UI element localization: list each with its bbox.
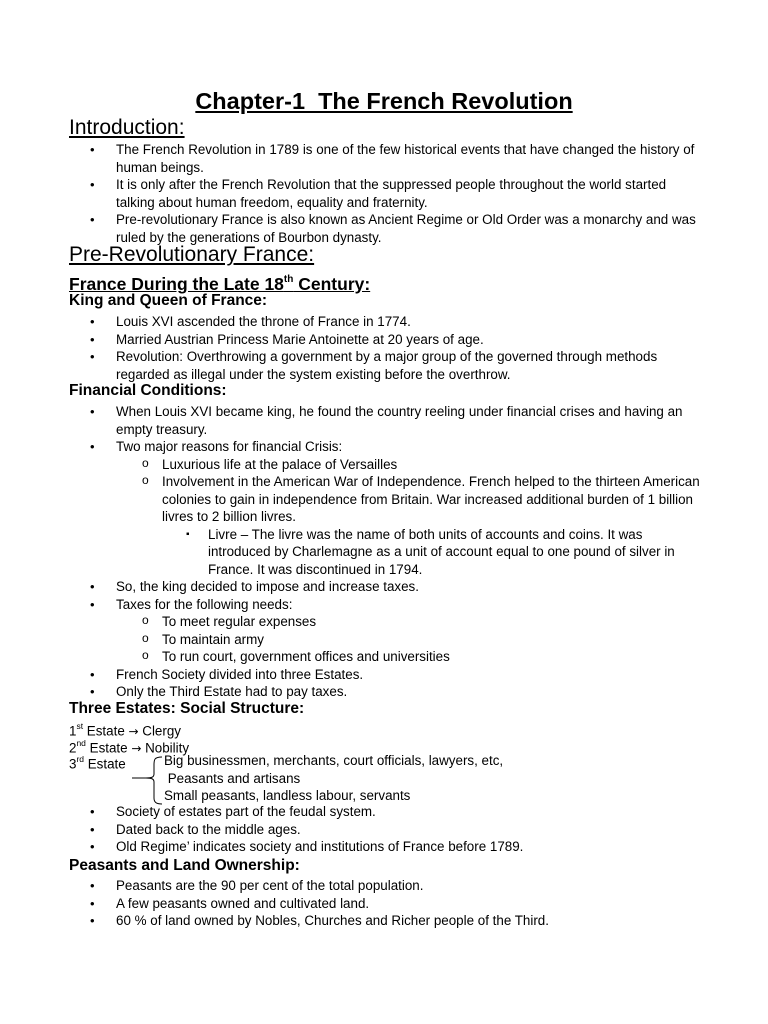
peasants-land-list	[88, 877, 700, 930]
financial-conditions-heading: Financial Conditions:	[69, 382, 227, 399]
first-estate-line: 1st Estate → Clergy	[69, 721, 181, 739]
curly-brace-icon	[132, 756, 164, 806]
page-title: Chapter-1 The French Revolution	[195, 88, 573, 114]
list-item: • Taxes for the following needs:	[88, 596, 700, 614]
list-item: • The French Revolution in 1789 is one of the few historical events that have changed the history of human beings.	[88, 141, 700, 176]
list-item: • Two major reasons for financial Crisis:	[88, 438, 700, 456]
third-estate-item: Big businessmen, merchants, court officials, lawyers, etc,	[164, 753, 504, 768]
third-estate-label: 3rd Estate	[69, 754, 126, 772]
list-item: • Revolution: Overthrowing a government by a major group of the governed through methods regarded as illegal under the system existing before the overthrow.	[88, 348, 700, 383]
list-item: • Peasants are the 90 per cent of the total population.	[88, 877, 700, 895]
financial-conditions-list	[88, 403, 700, 701]
sub-list-item: o Involvement in the American War of Independence. French helped to the thirteen American colonies to gain in independence from Britain. War increased additional burden of 1 billion livres to 2 billion livres.	[88, 473, 700, 526]
estates-list	[88, 803, 700, 856]
peasants-land-heading: Peasants and Land Ownership:	[69, 857, 300, 874]
sub-list-item: o To meet regular expenses	[88, 613, 700, 631]
king-queen-list	[88, 313, 700, 383]
king-queen-heading: King and Queen of France:	[69, 292, 268, 309]
list-item: • When Louis XVI became king, he found the country reeling under financial crises and having an empty treasury.	[88, 403, 700, 438]
list-item: • So, the king decided to impose and increase taxes.	[88, 578, 700, 596]
sub-list-item: o To run court, government offices and universities	[88, 648, 700, 666]
france-18th-century-heading: France During the Late 18th Century:	[69, 273, 371, 294]
sub-list-item: o To maintain army	[88, 631, 700, 649]
list-item: • Louis XVI ascended the throne of France in 1774.	[88, 313, 700, 331]
list-item: • French Society divided into three Estates.	[88, 666, 700, 684]
third-estate-item: Small peasants, landless labour, servants	[164, 788, 411, 803]
list-item: • Dated back to the middle ages.	[88, 821, 700, 839]
list-item: • A few peasants owned and cultivated land.	[88, 895, 700, 913]
third-estate-members	[164, 752, 503, 805]
sub-list-item: o Luxurious life at the palace of Versailles	[88, 456, 700, 474]
introduction-heading: Introduction:	[69, 116, 185, 139]
third-estate-item: Peasants and artisans	[164, 770, 301, 786]
introduction-list	[88, 141, 700, 246]
sub-sub-list-item: ▪ Livre – The livre was the name of both units of accounts and coins. It was introduced by Charlemagne as a unit of account equal to one pound of silver in France. It was discontinued in 1794.	[88, 526, 700, 579]
arrow-right-icon: →	[131, 741, 142, 756]
list-item: • Old Regime’ indicates society and institutions of France before 1789.	[88, 838, 700, 856]
list-item: • Only the Third Estate had to pay taxes.	[88, 683, 700, 701]
list-item: • 60 % of land owned by Nobles, Churches and Richer people of the Third.	[88, 912, 700, 930]
list-item: • Married Austrian Princess Marie Antoinette at 20 years of age.	[88, 331, 700, 349]
list-item: • It is only after the French Revolution that the suppressed people throughout the world started talking about human freedom, equality and fraternity.	[88, 176, 700, 211]
list-item: • Pre-revolutionary France is also known as Ancient Regime or Old Order was a monarchy and was ruled by the generations of Bourbon dynasty.	[88, 211, 700, 246]
arrow-right-icon: →	[128, 724, 139, 739]
pre-revolutionary-heading: Pre-Revolutionary France:	[69, 243, 315, 266]
three-estates-heading: Three Estates: Social Structure:	[69, 700, 305, 717]
list-item: • Society of estates part of the feudal system.	[88, 803, 700, 821]
second-estate-line: 2nd Estate → Nobility	[69, 738, 190, 756]
